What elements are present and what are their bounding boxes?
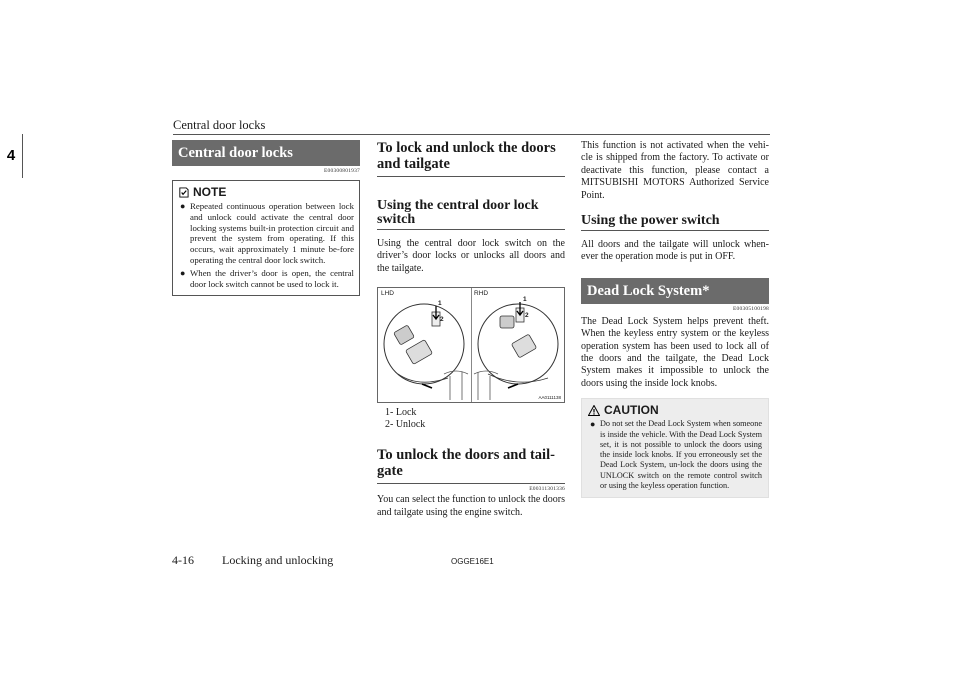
section-code: E00300801937 (323, 168, 360, 174)
bullet-icon: ● (180, 267, 186, 278)
note-bullet (178, 201, 354, 266)
caution-title (588, 403, 762, 417)
legend-item-lock: 1- Lock (385, 407, 417, 419)
note-box (172, 180, 360, 296)
figure-legend (377, 407, 565, 431)
legend-item-unlock: 2- Unlock (385, 419, 426, 431)
caution-title-text: CAUTION (604, 403, 659, 418)
section-heading-dead-lock-system: Dead Lock System* (581, 278, 769, 304)
subheading-central-door-lock-switch: Using the central door lock switch (377, 199, 565, 230)
page-number: 4-16 (172, 553, 194, 567)
caution-bullet (588, 419, 762, 491)
note-bullet (178, 268, 354, 290)
column-right (581, 140, 769, 498)
note-bullet-text: Repeated continuous operation between lock and unlock could activate the central door locking systems built-in protection circuit and prevent the system from operating. If this occurs, wait approximately 1 minute be-fore operating the central door lock switch. (190, 201, 354, 265)
column-left (172, 140, 360, 296)
header-rule (173, 134, 770, 135)
paragraph: Using the central door lock switch on the driver’s door locks or unlocks all doors and the tailgate. (377, 238, 565, 274)
section-heading-lock-unlock: To lock and unlock the doors and tailgate (377, 140, 565, 177)
section-code: E00305100198 (732, 305, 769, 312)
caution-box (581, 398, 769, 498)
paragraph: You can select the function to unlock the doors and tailgate using the engine switch. (377, 494, 565, 518)
section-heading-unlock-doors-tailgate: To unlock the doors and tail-gate (377, 447, 565, 484)
paragraph: The Dead Lock System helps prevent theft. When the keyless entry system or the keyless operation system has been used to lock all of the doors and the tailgate, the Dead Lock System makes it impossible to unlock the doors using the inside lock knobs. (581, 315, 769, 389)
callout-2-rhd: 2 (525, 312, 529, 320)
note-title-text: NOTE (193, 185, 227, 199)
figure-label-rhd: RHD (474, 290, 489, 298)
paragraph: This function is not activated when the vehi-cle is shipped from the factory. To activate or deactivate this function, please contact a MITSUBISHI MOTORS Authorized Service Point. (581, 140, 769, 201)
running-header-title: Central door locks (173, 118, 266, 132)
bullet-icon: ● (180, 201, 186, 211)
figure-label-lhd: LHD (381, 290, 395, 298)
footer-document-code: OGGE16E1 (451, 557, 494, 566)
chapter-tab-divider (22, 134, 23, 178)
door-lock-switch-illustration (377, 287, 565, 403)
callout-1-lhd: 1 (438, 300, 442, 308)
chapter-number: 4 (6, 147, 16, 164)
section-heading-central-door-locks: Central door locks (172, 140, 360, 166)
warning-triangle-icon (588, 405, 600, 416)
paragraph: All doors and the tailgate will unlock when-ever the operation mode is put in OFF. (581, 239, 769, 263)
note-check-icon (178, 187, 189, 198)
figure-code: AA0111138 (538, 395, 561, 401)
caution-bullet-text: Do not set the Dead Lock System when someone is inside the vehicle. With the Dead Lock System set, it is not possible to unlock the doors using the inside lock knobs. If you erroneously set the Dead Lock System, un-lock the doors using the UNLOCK switch on the remote control switch or using the keyless operation function. (600, 419, 762, 491)
footer-section-title: Locking and unlocking (222, 553, 334, 567)
note-bullet-text: When the driver’s door is open, the central door lock switch cannot be used to lock it. (190, 267, 354, 289)
callout-1-rhd: 1 (523, 296, 527, 304)
section-code: E00311301336 (529, 486, 565, 493)
callout-2-lhd: 2 (440, 316, 444, 324)
door-switch-drawing (378, 288, 564, 402)
subheading-power-switch: Using the power switch (581, 214, 769, 231)
note-title (178, 185, 354, 199)
column-middle (377, 140, 565, 519)
bullet-icon: ● (590, 419, 596, 430)
